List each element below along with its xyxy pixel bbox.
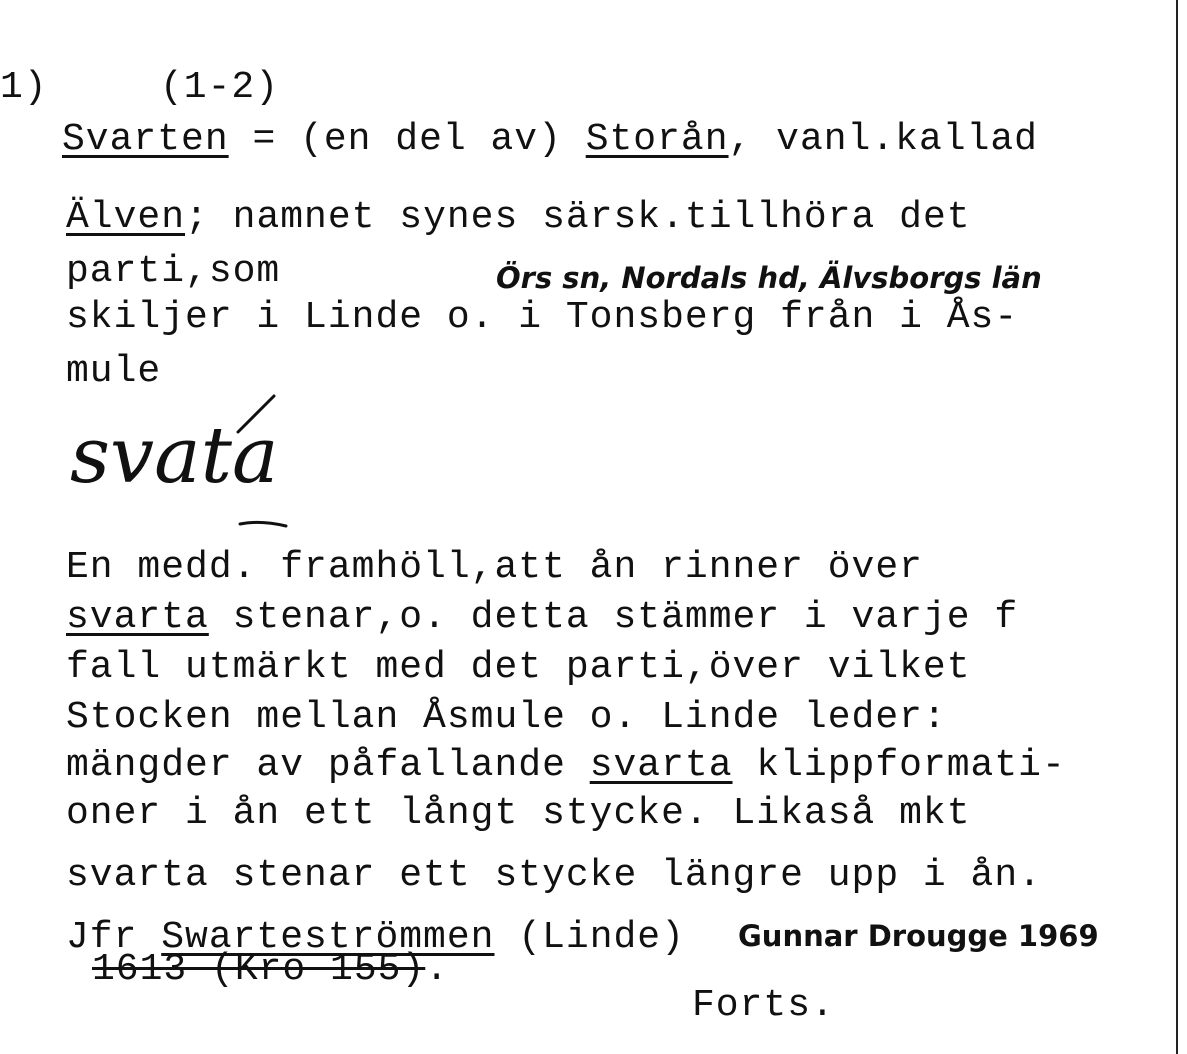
notes-line-5-end: klippformati- — [732, 744, 1066, 787]
notes-line-7: svarta stenar ett stycke längre upp i ån. — [66, 854, 1042, 897]
card-range: (1-2) — [160, 66, 280, 109]
entry-line-2-rest: ; namnet synes särsk.tillhöra det — [185, 196, 971, 239]
notes-line-5 — [66, 746, 1066, 786]
source-struck: 1613 (Kro 155) — [92, 948, 426, 991]
notes-line-1: En medd. framhöll,att ån rinner över — [66, 546, 923, 589]
notes-line-4: Stocken mellan Åsmule o. Linde leder: — [66, 696, 947, 739]
notes-line-5-start: mängder av påfallande — [66, 744, 590, 787]
notes-line-2-rest: stenar,o. detta stämmer i varje f — [208, 596, 1019, 639]
entry-line-4: skiljer i Linde o. i Tonsberg från i Ås- — [66, 296, 1019, 339]
notes-line-6: oner i ån ett långt stycke. Likaså mkt — [66, 792, 971, 835]
river-name: Storån — [585, 118, 729, 161]
entry-line-3: parti,som — [66, 250, 281, 293]
collector-stamp: Gunnar Drougge 1969 — [738, 919, 1099, 953]
card-number: 1) — [0, 66, 48, 109]
place-name: Svarten — [62, 118, 229, 161]
notes-line-2 — [66, 598, 1018, 638]
notes-underlined-word-2: svarta — [589, 744, 733, 787]
continuation-label: Forts. — [692, 984, 835, 1027]
handwritten-pronunciation — [60, 390, 420, 540]
length-mark — [240, 522, 286, 526]
equals-text: = (en del av) — [228, 118, 586, 161]
handwritten-word: svata — [70, 411, 279, 501]
location-stamp: Örs sn, Nordals hd, Älvsborgs län — [496, 261, 1042, 295]
notes-underlined-word: svarta — [66, 596, 209, 639]
entry-line-1-rest: , vanl.kallad — [728, 118, 1038, 161]
alt-name: Älven — [66, 196, 186, 239]
reference-name: Swarteströmmen — [161, 916, 495, 959]
reference-suffix: (Linde) — [494, 916, 685, 959]
source-line — [92, 950, 449, 990]
notes-line-3: fall utmärkt med det parti,över vilket — [66, 646, 971, 689]
card-right-edge — [1176, 0, 1178, 1054]
source-end: . — [425, 948, 450, 991]
reference-prefix: Jfr — [66, 916, 162, 959]
entry-line-2 — [66, 198, 971, 238]
entry-line-1 — [62, 120, 1038, 160]
entry-line-5: mule — [66, 350, 162, 393]
